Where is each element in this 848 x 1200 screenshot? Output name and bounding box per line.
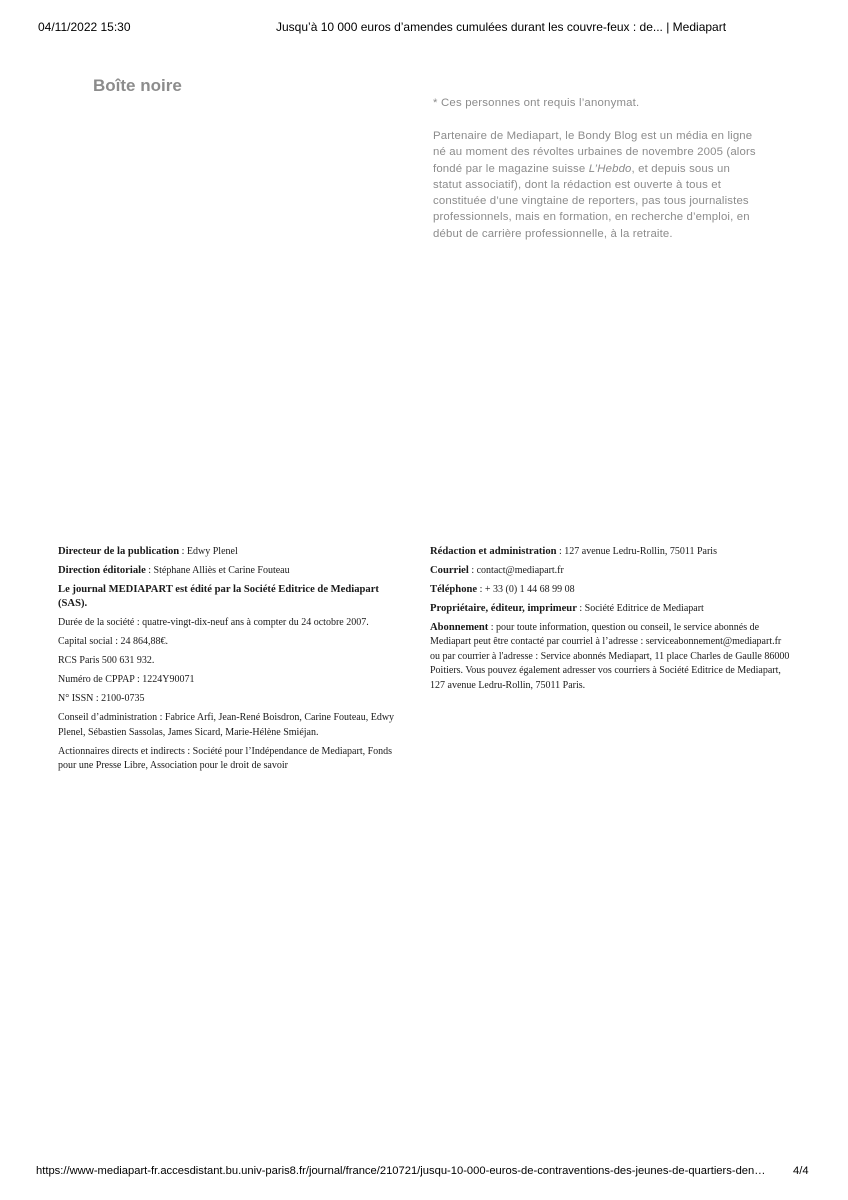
anonymity-note: * Ces personnes ont requis l’anonymat. [433, 97, 640, 109]
imprint-left-column [58, 545, 408, 778]
board-of-directors: Conseil d’administration : Fabrice Arfi, Jean-René Boisdron, Carine Fouteau, Edwy Plenel, Sébastien Sassolas, James Sicard, Marie-Hélène Smiéjan. [58, 712, 395, 738]
owner-label: Propriétaire, éditeur, imprimeur [430, 603, 577, 614]
imprint-right-column [430, 545, 790, 698]
rcs-number: RCS Paris 500 631 932. [58, 655, 155, 667]
email-label: Courriel [430, 565, 469, 576]
phone-value: : + 33 (0) 1 44 68 99 08 [477, 584, 575, 595]
section-title: Boîte noire [93, 76, 182, 95]
cppap-number: Numéro de CPPAP : 1224Y90071 [58, 674, 195, 686]
redaction-line [430, 545, 790, 559]
redaction-label: Rédaction et administration [430, 546, 557, 557]
phone-line [430, 583, 790, 597]
director-value: : Edwy Plenel [179, 546, 238, 557]
paragraph-text-start: Partenaire de Mediapart, le Bondy Blog est un média en ligne né au moment des révoltes urbaines de novembre 2005 (alors fondé par le magazine suisse [433, 130, 756, 175]
shareholders: Actionnaires directs et indirects : Société pour l’Indépendance de Mediapart, Fonds pour une Presse Libre, Association pour le droit de savoir [58, 745, 393, 772]
subscription-label: Abonnement [430, 622, 489, 633]
editorial-line [58, 564, 408, 578]
director-line [58, 545, 408, 559]
owner-value: : Société Editrice de Mediapart [576, 603, 704, 614]
email-line [430, 564, 790, 578]
phone-label: Téléphone [430, 584, 478, 595]
company-duration: Durée de la société : quatre-vingt-dix-neuf ans à compter du 24 octobre 2007. [58, 617, 369, 629]
owner-line [430, 602, 790, 616]
email-value: : contact@mediapart.fr [468, 565, 564, 576]
paragraph-magazine-name: L’Hebdo [588, 162, 632, 175]
issn-number: N° ISSN : 2100-0735 [58, 693, 145, 705]
director-label: Directeur de la publication [58, 546, 180, 557]
page-number: 4/4 [793, 1165, 809, 1177]
editorial-label: Direction éditoriale [58, 565, 146, 576]
share-capital: Capital social : 24 864,88€. [58, 636, 168, 648]
subscription-value: : pour toute information, question ou conseil, le service abonnés de Mediapart peut être contacté par courriel à l’adresse : serviceabonnement@mediapart.fr ou par courrier à l'adresse : Service abonnés Mediapart, 11 place Charles de Gaulle 86000 Poitiers. Vous pouvez également adresser vos courriers à Société Editrice de Mediapart, 127 avenue Ledru-Rollin, 75011 Paris. [430, 622, 790, 691]
subscription-line [430, 621, 790, 693]
print-url: https://www-mediapart-fr.accesdistant.bu.univ-paris8.fr/journal/france/210721/jusqu-10-000-euros-de-contraventions-des-jeunes-de-quartiers-den… [36, 1165, 766, 1177]
edited-by-text: Le journal MEDIAPART est édité par la Société Editrice de Mediapart (SAS). [58, 584, 379, 610]
editorial-value: : Stéphane Alliès et Carine Fouteau [145, 565, 290, 576]
redaction-value: : 127 avenue Ledru-Rollin, 75011 Paris [556, 546, 717, 557]
bondy-blog-paragraph [433, 128, 758, 242]
print-date: 04/11/2022 15:30 [38, 20, 131, 34]
edited-by-line [58, 583, 408, 612]
print-page-title: Jusqu’à 10 000 euros d’amendes cumulées durant les couvre-feux : de... | Mediapart [276, 20, 727, 34]
paragraph-text-end: , et depuis sous un statut associatif), dont la rédaction est ouverte à tous et constituée d’une vingtaine de reporters, pas tous journalistes professionnels, mais en formation, en recherche d’emploi, en début de carrière professionnelle, à la retraite. [433, 162, 750, 240]
